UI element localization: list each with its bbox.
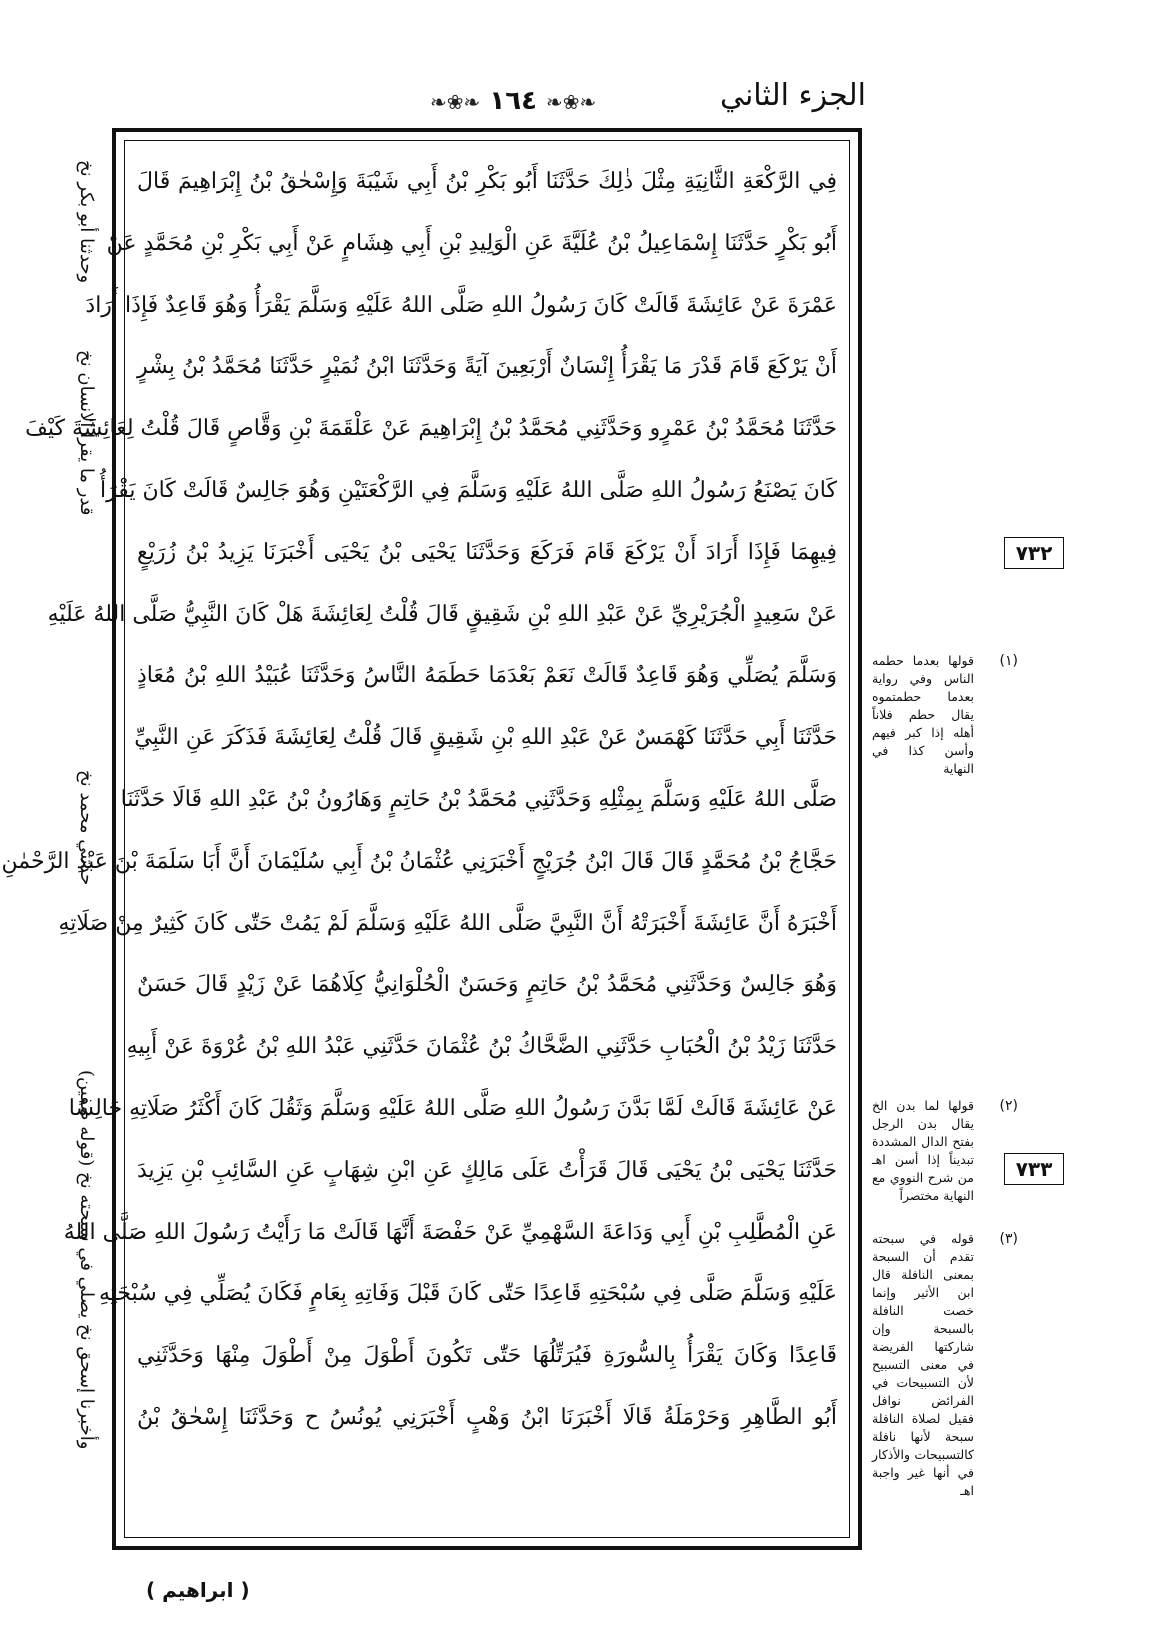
text-line: قَاعِدًا وَكَانَ يَقْرَأُ بِالسُّورَةِ فَيُرَتِّلُهَا حَتّٰى تَكُونَ أَطْوَلَ مِنْ أَطْوَلَ مِنْهَا وَحَدَّثَنِي — [137, 1343, 837, 1369]
hadith-number-732: ٧٣٢ — [1004, 537, 1064, 569]
text-line: حَدَّثَنَا مُحَمَّدُ بْنُ عَمْرٍو وَحَدَّثَنِي مُحَمَّدُ بْنُ إِبْرَاهِيمَ عَنْ عَلْقَمَةَ بْنِ وَقَّاصٍ قَالَ قُلْتُ لِعَائِشَةَ كَيْفَ — [25, 416, 837, 442]
variant-note-3: حدثني محمد نخ — [76, 770, 97, 886]
page-number — [430, 86, 596, 116]
text-line: صَلَّى اللهُ عَلَيْهِ وَسَلَّمَ بِمِثْلِهِ وَحَدَّثَنِي مُحَمَّدُ بْنُ حَاتِمٍ وَهَارُونُ بْنُ عَبْدِ اللهِ قَالَا حَدَّثَنَا — [120, 786, 837, 812]
text-line: وَهُوَ جَالِسٌ وَحَدَّثَنِي مُحَمَّدُ بْنُ حَاتِمٍ وَحَسَنٌ الْحُلْوَانِيُّ كِلَاهُمَا عَنْ زَيْدٍ قَالَ حَسَنٌ — [137, 972, 837, 998]
text-line: حَدَّثَنَا أَبِي حَدَّثَنَا كَهْمَسٌ عَنْ عَبْدِ اللهِ بْنِ شَقِيقٍ قَالَ قُلْتُ لِعَائِشَةَ فَذَكَرَ عَنِ النَّبِيِّ — [134, 725, 837, 751]
text-line: فِي الرَّكْعَةِ الثَّانِيَةِ مِثْلَ ذٰلِكَ حَدَّثَنَا أَبُو بَكْرِ بْنُ أَبِي شَيْبَةَ وَإِسْحٰقُ بْنُ إِبْرَاهِيمَ قَالَ — [137, 169, 837, 194]
text-line: أَخْبَرَهُ أَنَّ عَائِشَةَ أَخْبَرَتْهُ أَنَّ النَّبِيَّ صَلَّى اللهُ عَلَيْهِ وَسَلَّمَ لَمْ يَمُتْ حَتّٰى كَانَ كَثِيرٌ مِنْ صَلَاتِهِ — [58, 910, 837, 936]
footnote-text: قولها بعدما حطمه الناس وفي رواية بعدما حطمتموه يقال حطم فلاناً أهله إذا كبر فيهم وأسن كذا في النهاية — [872, 653, 974, 776]
part-title: الجزء الثاني — [719, 78, 866, 113]
footnote-text: قولها لما بدن الخ يقال بدن الرجل بفتح الدال المشددة تبديناً إذا أسن اهـ من شرح النووي مع النهاية مختصراً — [872, 1098, 974, 1203]
text-line: أَبُو الطَّاهِرِ وَحَرْمَلَةُ قَالَا أَخْبَرَنَا ابْنُ وَهْبٍ أَخْبَرَنِي يُونُسُ ح وَحَدَّثَنَا إِسْحٰقُ بْنُ — [137, 1404, 837, 1430]
footnote-1 — [872, 652, 1018, 778]
ornament-left-icon: ❧❀❧ — [546, 90, 597, 114]
text-line: أَبُو بَكْرٍ حَدَّثَنَا إِسْمَاعِيلُ بْنُ عُلَيَّةَ عَنِ الْوَلِيدِ بْنِ أَبِي هِشَامٍ عَنْ أَبِي بَكْرِ بْنِ مُحَمَّدٍ عَنْ — [106, 230, 837, 256]
ornament-right-icon: ❧❀❧ — [430, 90, 481, 114]
variant-note-2: قدر ما يقرأ الانسان نخ — [76, 350, 97, 516]
text-line: عَنْ سَعِيدٍ الْجُرَيْرِيِّ عَنْ عَبْدِ اللهِ بْنِ شَقِيقٍ قَالَ قُلْتُ لِعَائِشَةَ هَلْ كَانَ النَّبِيُّ صَلَّى اللهُ عَلَيْهِ — [47, 601, 837, 627]
text-line: عَلَيْهِ وَسَلَّمَ صَلَّى فِي سُبْحَتِهِ قَاعِدًا حَتّٰى كَانَ قَبْلَ وَفَاتِهِ بِعَامٍ فَكَانَ يُصَلِّي فِي سُبْحَتِهِ — [98, 1281, 837, 1307]
footnote-text: قوله في سبحته تقدم أن السبحة بمعنى النافلة قال ابن الأثير وإنما خصت النافلة بالسبحة وإن شاركتها الفريضة في معنى التسبيح لأن التسبيحات في الفرائض نوافل فقيل لصلاة النافلة سبحة لأنها نافلة كالتسبيحات والأذكار في أنها غير واجبة اهـ — [872, 1231, 974, 1498]
side-variants — [76, 150, 116, 1570]
page-number-text: ١٦٤ — [489, 86, 537, 116]
text-line: عَنْ عَائِشَةَ قَالَتْ لَمَّا بَدَّنَ رَسُولُ اللهِ صَلَّى اللهُ عَلَيْهِ وَسَلَّمَ وَثَقُلَ كَانَ أَكْثَرُ صَلَاتِهِ جَالِسًا — [68, 1095, 837, 1121]
text-line: عَمْرَةَ عَنْ عَائِشَةَ قَالَتْ كَانَ رَسُولُ اللهِ صَلَّى اللهُ عَلَيْهِ وَسَلَّمَ يَقْرَأُ وَهُوَ قَاعِدٌ فَإِذَا أَرَادَ — [85, 292, 837, 318]
text-line: أَنْ يَرْكَعَ قَامَ قَدْرَ مَا يَقْرَأُ إِنْسَانٌ أَرْبَعِينَ آيَةً وَحَدَّثَنَا ابْنُ نُمَيْرٍ حَدَّثَنَا مُحَمَّدُ بْنُ بِشْرٍ — [137, 354, 837, 380]
text-line: حَجَّاجُ بْنُ مُحَمَّدٍ قَالَ قَالَ ابْنُ جُرَيْجٍ أَخْبَرَنِي عُثْمَانُ بْنُ أَبِي سُلَيْمَانَ أَنَّ أَبَا سَلَمَةَ بْنَ عَبْدِ الرَّحْمٰنِ — [1, 848, 837, 874]
text-line: فِيهِمَا فَإِذَا أَرَادَ أَنْ يَرْكَعَ قَامَ فَرَكَعَ وَحَدَّثَنَا يَحْيَى بْنُ يَحْيَى أَخْبَرَنَا يَزِيدُ بْنُ زُرَيْعٍ — [137, 539, 837, 565]
text-line: وَسَلَّمَ يُصَلِّي وَهُوَ قَاعِدٌ قَالَتْ نَعَمْ بَعْدَمَا حَطَمَهُ النَّاسُ وَحَدَّثَنَا عُبَيْدُ اللهِ بْنُ مُعَاذٍ — [137, 663, 837, 689]
hadith-number-733: ٧٣٣ — [1004, 1153, 1064, 1185]
variant-note-4: وأخبرنا إسحق نخ يصلي في سبحته نخ (قوله صفين) — [76, 1070, 97, 1450]
text-line: حَدَّثَنَا زَيْدُ بْنُ الْحُبَابِ حَدَّثَنِي الضَّحَّاكُ بْنُ عُثْمَانَ حَدَّثَنِي عَبْدُ اللهِ بْنُ عُرْوَةَ عَنْ أَبِيهِ — [126, 1034, 837, 1060]
footnote-number: (٣) — [999, 1231, 1018, 1247]
text-line: حَدَّثَنَا يَحْيَى بْنُ يَحْيَى قَالَ قَرَأْتُ عَلَى مَالِكٍ عَنِ ابْنِ شِهَابٍ عَنِ السَّائِبِ بْنِ يَزِيدَ — [137, 1157, 837, 1183]
variant-note-1: وحدثنا أبو بكر نخ — [76, 160, 97, 284]
footnote-3 — [872, 1230, 1018, 1500]
footnote-number: (٢) — [999, 1098, 1018, 1114]
catchword: ( ابراهيم ) — [146, 1578, 250, 1602]
text-line: كَانَ يَصْنَعُ رَسُولُ اللهِ صَلَّى اللهُ عَلَيْهِ وَسَلَّمَ فِي الرَّكْعَتَيْنِ وَهُوَ جَالِسٌ قَالَتْ كَانَ يَقْرَأُ — [99, 477, 837, 503]
footnote-2 — [872, 1097, 1018, 1205]
text-line: عَنِ الْمُطَّلِبِ بْنِ أَبِي وَدَاعَةَ السَّهْمِيِّ عَنْ حَفْصَةَ أَنَّهَا قَالَتْ مَا رَأَيْتُ رَسُولَ اللهِ صَلَّى اللهُ — [63, 1219, 837, 1245]
footnote-number: (١) — [999, 653, 1018, 669]
